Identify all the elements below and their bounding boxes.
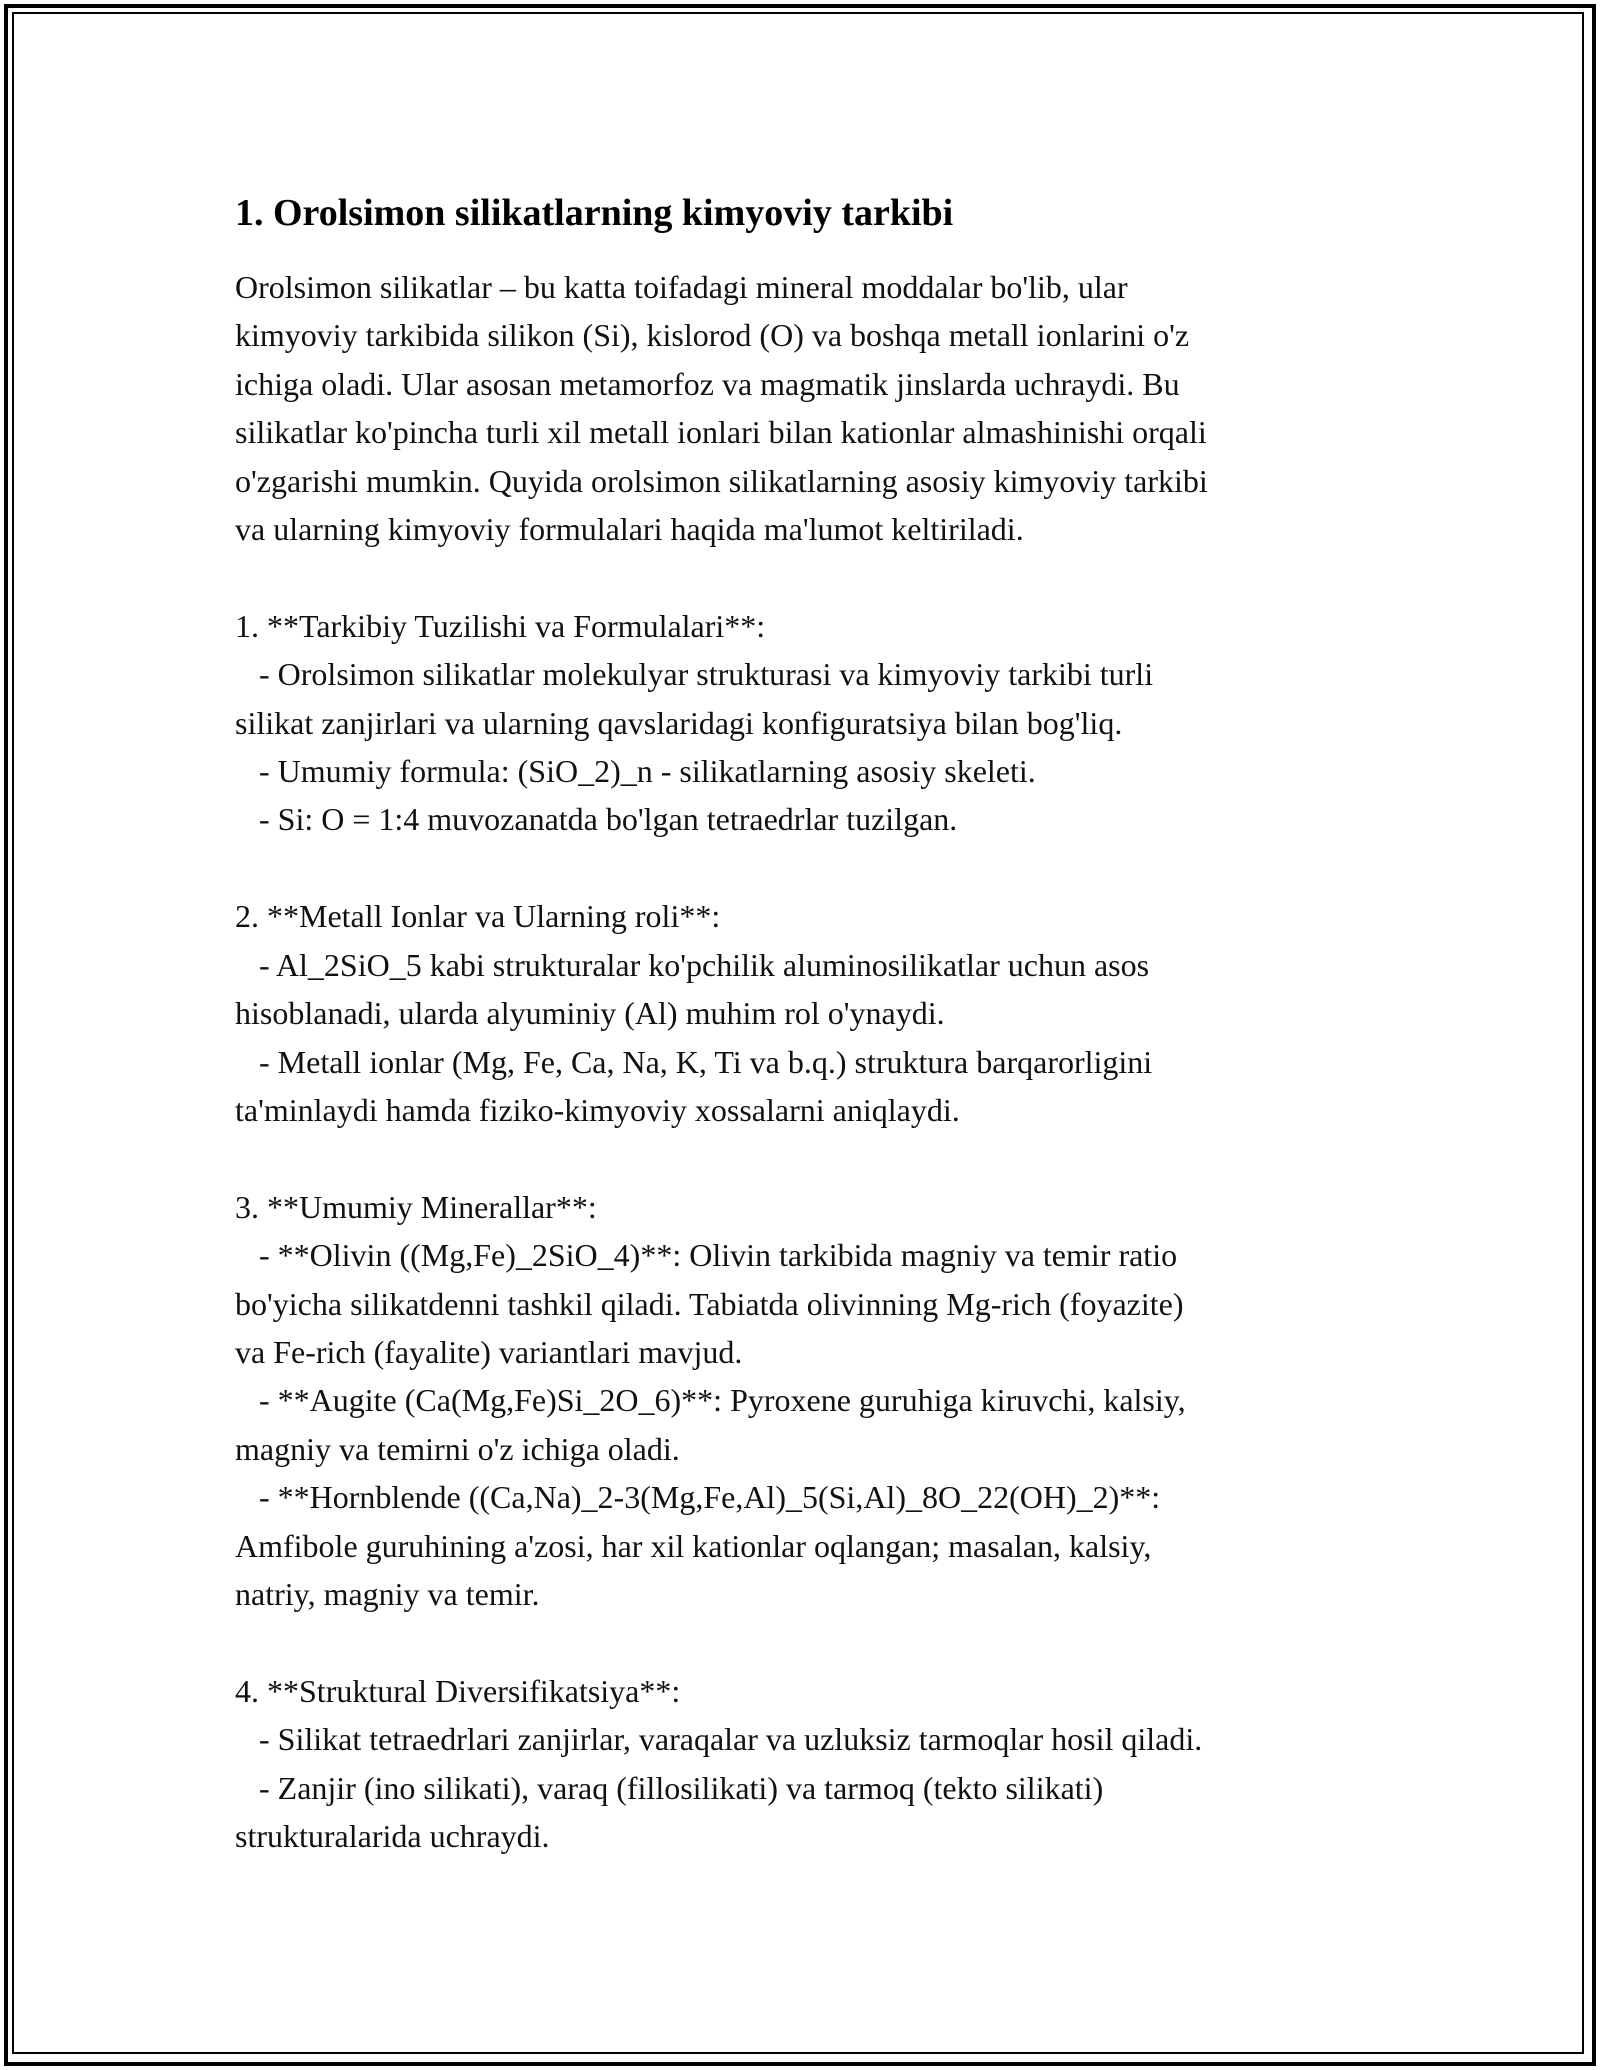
document-content [235, 187, 1370, 1860]
document-title: 1. Orolsimon silikatlarning kimyoviy tarkibi [235, 192, 954, 234]
document-body: Orolsimon silikatlar – bu katta toifadagi mineral moddalar bo'lib, ular kimyoviy tarkibida silikon (Si), kislorod (O) va boshqa metall ionlarini o'z ichiga oladi. Ular asosan metamorfoz va magmatik jinslarda uchraydi. Bu silikatlar ko'pincha turli xil metall ionlari bilan kationlar almashinishi orqali o'zgarishi mumkin. Quyida orolsimon silikatlarning asosiy kimyoviy tarkibi va ularning kimyoviy formulalari haqida ma'lumot keltiriladi. 1. **Tarkibiy Tuzilishi va Formulalari**: - Orolsimon silikatlar molekulyar strukturasi va kimyoviy tarkibi turli silikat zanjirlari va ularning qavslaridagi konfiguratsiya bilan bog'liq. - Umumiy formula: (SiO_2)_n - silikatlarning asosiy skeleti. - Si: O = 1:4 muvozanatda bo'lgan tetraedrlar tuzilgan. 2. **Metall Ionlar va Ularning roli**: - Al_2SiO_5 kabi strukturalar ko'pchilik aluminosilikatlar uchun asos hisoblanadi, ularda alyuminiy (Al) muhim rol o'ynaydi. - Metall ionlar (Mg, Fe, Ca, Na, K, Ti va b.q.) struktura barqarorligini ta'minlaydi hamda fiziko-kimyoviy xossalarni aniqlaydi. 3. **Umumiy Minerallar**: - **Olivin ((Mg,Fe)_2SiO_4)**: Olivin tarkibida magniy va temir ratio bo'yicha silikatdenni tashkil qiladi. Tabiatda olivinning Mg-rich (foyazite) va Fe-rich (fayalite) variantlari mavjud. - **Augite (Ca(Mg,Fe)Si_2O_6)**: Pyroxene guruhiga kiruvchi, kalsiy, magniy va temirni o'z ichiga oladi. - **Hornblende ((Ca,Na)_2-3(Mg,Fe,Al)_5(Si,Al)_8O_22(OH)_2)**: Amfibole guruhining a'zosi, har xil kationlar oqlangan; masalan, kalsiy, natriy, magniy va temir. 4. **Struktural Diversifikatsiya**: - Silikat tetraedrlari zanjirlar, varaqalar va uzluksiz tarmoqlar hosil qiladi. - Zanjir (ino silikati), varaq (fillosilikati) va tarmoq (tekto silikati) strukturalarida uchraydi. [235, 269, 1208, 1854]
